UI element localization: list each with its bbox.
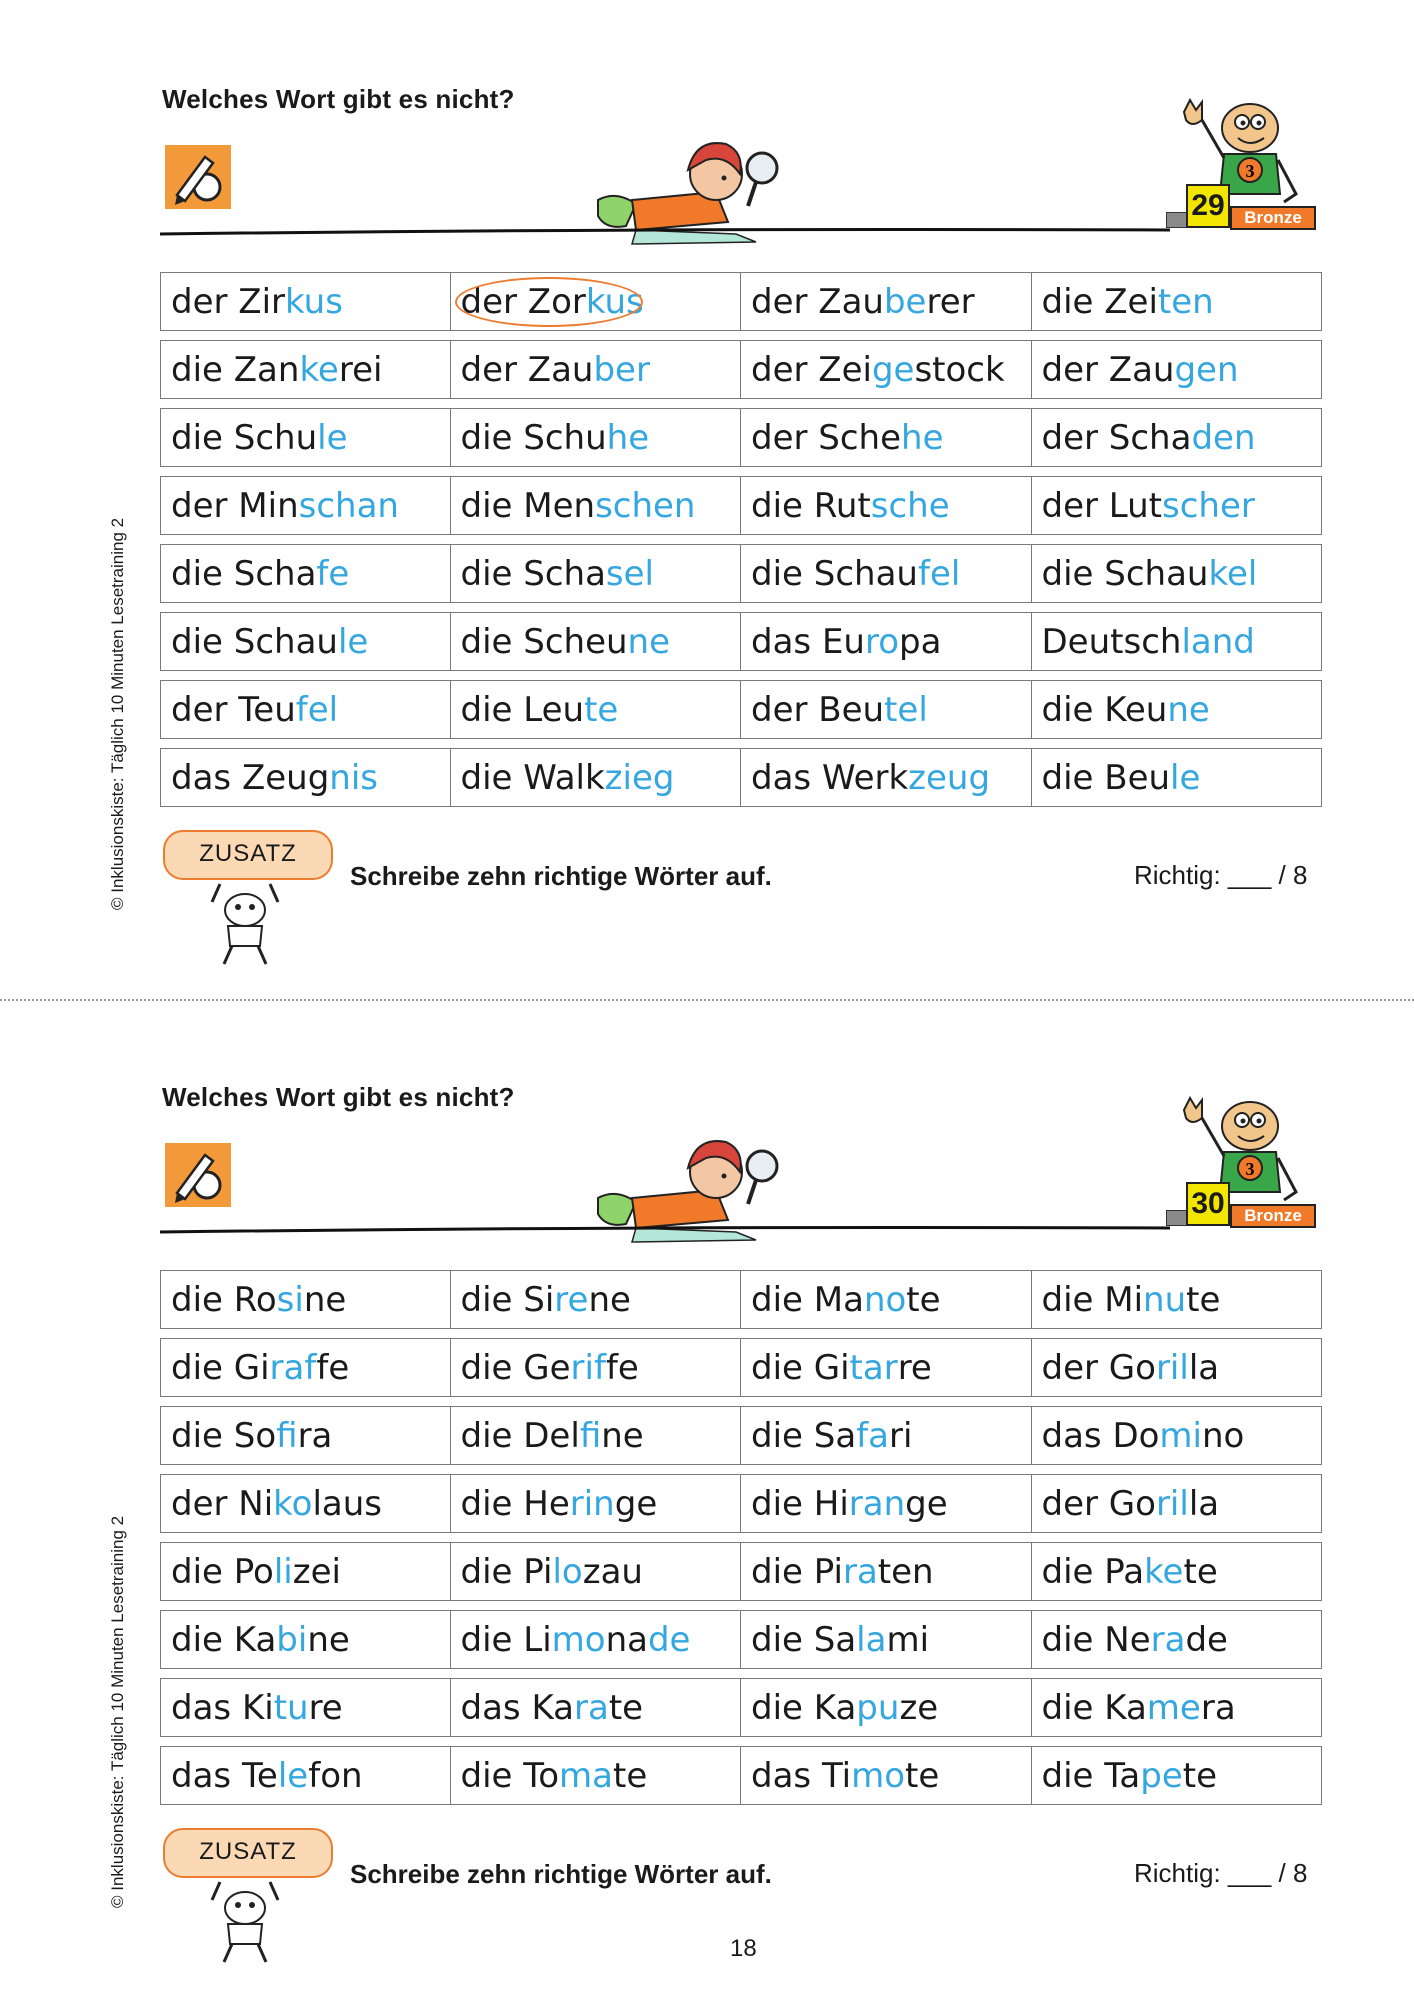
- word-syllable-highlight: la: [856, 1619, 887, 1660]
- word-syllable-highlight: ra: [842, 1551, 878, 1592]
- word-cell[interactable]: [1032, 272, 1323, 331]
- word-text: die Zan: [171, 349, 300, 390]
- word-cell[interactable]: [451, 1678, 742, 1737]
- word-text: das Ki: [171, 1687, 274, 1728]
- word-cell[interactable]: [160, 1678, 451, 1737]
- word-syllable-highlight: fel: [295, 689, 339, 730]
- word-cell[interactable]: [741, 408, 1032, 467]
- word-cell[interactable]: [1032, 748, 1323, 807]
- word-text: die So: [171, 1415, 277, 1456]
- word-cell[interactable]: [160, 544, 451, 603]
- word-syllable-highlight: fel: [917, 553, 961, 594]
- word-text: die Sa: [751, 1415, 857, 1456]
- word-syllable-highlight: le: [1170, 757, 1201, 798]
- word-cell[interactable]: [741, 748, 1032, 807]
- word-syllable-highlight: le: [317, 417, 348, 458]
- word-text: la: [1188, 1347, 1220, 1388]
- word-text: die To: [460, 1755, 560, 1796]
- word-text: der Zei: [751, 349, 872, 390]
- word-cell[interactable]: [741, 340, 1032, 399]
- word-text: der Zau: [751, 281, 884, 322]
- word-syllable-highlight: schen: [595, 485, 696, 526]
- word-cell[interactable]: [451, 408, 742, 467]
- word-cell[interactable]: [160, 340, 451, 399]
- word-syllable-highlight: ge: [871, 349, 915, 390]
- word-text: rei: [338, 349, 383, 390]
- word-syllable-highlight: ber: [593, 349, 650, 390]
- word-text: die Pi: [460, 1551, 553, 1592]
- word-cell[interactable]: [160, 748, 451, 807]
- word-syllable-highlight: rif: [570, 1347, 606, 1388]
- word-text: ne: [588, 1279, 631, 1320]
- pencil-magnifier-icon: [165, 1143, 231, 1207]
- word-text: das Zeug: [171, 757, 330, 798]
- word-syllable-highlight: ten: [1157, 281, 1214, 322]
- word-text: mi: [886, 1619, 930, 1660]
- word-text: der Sche: [751, 417, 902, 458]
- word-text: die Ge: [460, 1347, 571, 1388]
- word-text: re: [897, 1347, 932, 1388]
- word-syllable-highlight: den: [1191, 417, 1256, 458]
- word-cell[interactable]: [451, 1474, 742, 1533]
- word-text: ge: [905, 1483, 948, 1524]
- word-cell[interactable]: [451, 680, 742, 739]
- word-syllable-highlight: fa: [856, 1415, 889, 1456]
- word-text: die Schau: [1041, 553, 1209, 594]
- exercise-number: 29: [1186, 184, 1230, 228]
- podium-place-mark: 3: [1245, 1159, 1255, 1179]
- word-text: die Li: [460, 1619, 552, 1660]
- word-cell[interactable]: [451, 476, 742, 535]
- word-syllable-highlight: ril: [1155, 1347, 1189, 1388]
- word-cell[interactable]: [451, 1746, 742, 1805]
- word-text: die Scheu: [460, 621, 628, 662]
- word-text: die Hi: [751, 1483, 849, 1524]
- word-text: der Lut: [1041, 485, 1163, 526]
- word-grid: [160, 272, 1322, 807]
- word-text: die Ro: [171, 1279, 277, 1320]
- word-syllable-highlight: sche: [870, 485, 950, 526]
- word-text: zei: [292, 1551, 341, 1592]
- word-cell[interactable]: [741, 1746, 1032, 1805]
- word-text: die Zei: [1041, 281, 1158, 322]
- word-cell[interactable]: [741, 612, 1032, 671]
- word-text: das Ka: [460, 1687, 574, 1728]
- word-grid: [160, 1270, 1322, 1805]
- word-syllable-highlight: ke: [1144, 1551, 1184, 1592]
- level-badge: Bronze: [1230, 1204, 1316, 1228]
- word-cell[interactable]: [1032, 544, 1323, 603]
- word-text: der Go: [1041, 1347, 1156, 1388]
- word-syllable-highlight: re: [554, 1279, 589, 1320]
- zusatz-mascot-illustration: [200, 1878, 290, 1968]
- sheet-title: Welches Wort gibt es nicht?: [162, 84, 515, 114]
- word-cell[interactable]: [160, 1610, 451, 1669]
- word-text: te: [608, 1687, 644, 1728]
- word-syllable-highlight: kus: [285, 281, 343, 322]
- word-syllable-highlight: no: [863, 1279, 907, 1320]
- word-text: der Teu: [171, 689, 296, 730]
- word-syllable-highlight: ke: [299, 349, 339, 390]
- word-text: ne: [303, 1279, 347, 1320]
- word-syllable-highlight: he: [606, 417, 650, 458]
- word-text: die Men: [460, 485, 596, 526]
- word-syllable-highlight: ran: [848, 1483, 906, 1524]
- word-text: zau: [582, 1551, 643, 1592]
- word-cell[interactable]: [160, 1474, 451, 1533]
- task-text: Schreibe zehn richtige Wörter auf.: [350, 1859, 772, 1889]
- word-text: ri: [888, 1415, 913, 1456]
- word-text: rer: [926, 281, 975, 322]
- word-text: die Gi: [751, 1347, 850, 1388]
- word-cell[interactable]: [451, 1542, 742, 1601]
- word-cell[interactable]: [1032, 1270, 1323, 1329]
- word-cell[interactable]: [741, 272, 1032, 331]
- word-syllable-highlight: zieg: [604, 757, 675, 798]
- word-syllable-highlight: te: [584, 689, 619, 730]
- word-text: die Mi: [1041, 1279, 1144, 1320]
- word-syllable-highlight: bi: [276, 1619, 308, 1660]
- word-cell[interactable]: [1032, 408, 1323, 467]
- word-text: te: [1186, 1279, 1221, 1320]
- word-text: die Schu: [460, 417, 607, 458]
- word-text: te: [613, 1755, 648, 1796]
- word-text: fe: [316, 1347, 350, 1388]
- word-cell[interactable]: [741, 1542, 1032, 1601]
- word-cell[interactable]: [1032, 1406, 1323, 1465]
- word-cell[interactable]: [160, 1338, 451, 1397]
- word-text: die Leu: [460, 689, 585, 730]
- word-text: der Zir: [171, 281, 286, 322]
- word-syllable-highlight: mo: [851, 1755, 906, 1796]
- word-syllable-highlight: ra: [573, 1687, 609, 1728]
- word-cell[interactable]: [1032, 1338, 1323, 1397]
- word-text: die Keu: [1041, 689, 1168, 730]
- score-field[interactable]: Richtig: ___ / 8: [1134, 1858, 1308, 1888]
- word-cell[interactable]: [160, 1542, 451, 1601]
- word-cell[interactable]: [1032, 1746, 1323, 1805]
- word-text: ten: [877, 1551, 934, 1592]
- word-syllable-highlight: he: [901, 417, 944, 458]
- word-syllable-highlight: le: [277, 1755, 309, 1796]
- word-cell[interactable]: [160, 1270, 451, 1329]
- word-text: te: [1183, 1551, 1218, 1592]
- word-cell[interactable]: [451, 340, 742, 399]
- word-text: die Pa: [1041, 1551, 1145, 1592]
- score-field[interactable]: Richtig: ___ / 8: [1134, 860, 1308, 890]
- word-text: die Del: [460, 1415, 580, 1456]
- word-cell[interactable]: [160, 1406, 451, 1465]
- word-syllable-highlight: fi: [276, 1415, 298, 1456]
- word-syllable-highlight: nis: [329, 757, 378, 798]
- word-text: die Pi: [751, 1551, 843, 1592]
- word-text: die Si: [460, 1279, 555, 1320]
- word-cell[interactable]: [160, 272, 451, 331]
- word-syllable-highlight: ril: [1155, 1483, 1189, 1524]
- word-cell[interactable]: [741, 1338, 1032, 1397]
- word-cell[interactable]: [741, 1270, 1032, 1329]
- word-text: te: [906, 1279, 941, 1320]
- word-text: der Go: [1041, 1483, 1156, 1524]
- word-cell[interactable]: [741, 680, 1032, 739]
- word-text: ra: [1200, 1687, 1236, 1728]
- word-text: re: [308, 1687, 343, 1728]
- podium-place-mark: 3: [1245, 161, 1255, 181]
- word-cell[interactable]: [451, 748, 742, 807]
- word-text: no: [1202, 1415, 1245, 1456]
- copyright-note: © Inklusionskiste: Täglich 10 Minuten Lesetraining 2: [108, 517, 127, 910]
- word-syllable-highlight: ne: [627, 621, 671, 662]
- word-cell[interactable]: [1032, 1610, 1323, 1669]
- word-text: te: [1182, 1755, 1217, 1796]
- word-cell[interactable]: [1032, 1542, 1323, 1601]
- word-syllable-highlight: ro: [864, 621, 900, 662]
- word-text: das Te: [171, 1755, 278, 1796]
- word-cell[interactable]: [451, 612, 742, 671]
- exercise-number: 30: [1186, 1182, 1230, 1226]
- podium-step: [1166, 1210, 1188, 1226]
- word-text: das Werk: [751, 757, 909, 798]
- word-cell[interactable]: [451, 1610, 742, 1669]
- word-text: die Ma: [751, 1279, 864, 1320]
- word-text: die Schu: [171, 417, 318, 458]
- word-text: ge: [614, 1483, 658, 1524]
- word-syllable-highlight: ra: [1150, 1619, 1186, 1660]
- word-cell[interactable]: [741, 1678, 1032, 1737]
- word-text: der Zor: [460, 281, 586, 322]
- word-syllable-highlight: gen: [1174, 349, 1239, 390]
- word-syllable-highlight: ma: [559, 1755, 614, 1796]
- word-syllable-highlight: mi: [1159, 1415, 1202, 1456]
- podium-step: [1166, 212, 1188, 228]
- word-cell[interactable]: [1032, 340, 1323, 399]
- exercise-sheet-30: [0, 998, 1414, 1998]
- word-text: der Min: [171, 485, 299, 526]
- word-cell[interactable]: [160, 476, 451, 535]
- word-syllable-highlight: nu: [1143, 1279, 1187, 1320]
- word-cell[interactable]: [451, 544, 742, 603]
- zusatz-badge: ZUSATZ: [163, 1828, 333, 1878]
- word-syllable-highlight: sel: [605, 553, 654, 594]
- word-text: der Ni: [171, 1483, 274, 1524]
- word-syllable-highlight: zeug: [908, 757, 991, 798]
- word-text: die Walk: [460, 757, 605, 798]
- word-cell[interactable]: [160, 408, 451, 467]
- word-syllable-highlight: mo: [551, 1619, 606, 1660]
- word-syllable-highlight: land: [1181, 621, 1255, 662]
- word-text: die Beu: [1041, 757, 1171, 798]
- word-text: das Ti: [751, 1755, 852, 1796]
- word-syllable-highlight: rin: [569, 1483, 615, 1524]
- zusatz-mascot-illustration: [200, 880, 290, 970]
- page-number: 18: [730, 1935, 757, 1962]
- word-text: ze: [899, 1687, 939, 1728]
- word-syllable-highlight: fe: [316, 553, 350, 594]
- word-cell[interactable]: [451, 272, 742, 331]
- zusatz-badge: ZUSATZ: [163, 830, 333, 880]
- word-text: ra: [297, 1415, 333, 1456]
- word-text: Deutsch: [1041, 621, 1182, 662]
- word-text: der Zau: [1041, 349, 1175, 390]
- word-text: stock: [914, 349, 1005, 390]
- word-text: das Eu: [751, 621, 865, 662]
- word-text: die Gi: [171, 1347, 270, 1388]
- word-cell[interactable]: [1032, 476, 1323, 535]
- word-cell[interactable]: [741, 476, 1032, 535]
- word-syllable-highlight: pe: [1140, 1755, 1183, 1796]
- copyright-note: © Inklusionskiste: Täglich 10 Minuten Lesetraining 2: [108, 1515, 127, 1908]
- word-cell[interactable]: [160, 612, 451, 671]
- word-cell[interactable]: [451, 1270, 742, 1329]
- word-cell[interactable]: [741, 1406, 1032, 1465]
- word-text: fon: [308, 1755, 363, 1796]
- header-rule: [160, 1224, 1170, 1236]
- word-syllable-highlight: me: [1146, 1687, 1201, 1728]
- word-text: die Schau: [171, 621, 338, 662]
- word-syllable-highlight: le: [337, 621, 369, 662]
- word-syllable-highlight: li: [273, 1551, 293, 1592]
- word-syllable-highlight: tu: [273, 1687, 309, 1728]
- word-syllable-highlight: be: [883, 281, 927, 322]
- sheet-title: Welches Wort gibt es nicht?: [162, 1082, 515, 1112]
- word-cell[interactable]: [1032, 680, 1323, 739]
- word-text: die Ka: [171, 1619, 277, 1660]
- pencil-magnifier-icon: [165, 145, 231, 209]
- word-syllable-highlight: ne: [1167, 689, 1210, 730]
- word-text: laus: [312, 1483, 382, 1524]
- word-text: die He: [460, 1483, 570, 1524]
- word-cell[interactable]: [1032, 612, 1323, 671]
- word-syllable-highlight: tar: [849, 1347, 898, 1388]
- word-text: die Ne: [1041, 1619, 1151, 1660]
- word-cell[interactable]: [1032, 1474, 1323, 1533]
- word-syllable-highlight: lo: [552, 1551, 583, 1592]
- word-syllable-highlight: raf: [269, 1347, 317, 1388]
- word-cell[interactable]: [741, 1474, 1032, 1533]
- word-text: la: [1188, 1483, 1220, 1524]
- task-text: Schreibe zehn richtige Wörter auf.: [350, 861, 772, 891]
- word-syllable-highlight: kel: [1208, 553, 1258, 594]
- word-syllable-highlight: scher: [1162, 485, 1255, 526]
- word-syllable-highlight: fi: [579, 1415, 602, 1456]
- word-cell[interactable]: [160, 680, 451, 739]
- word-text: der Beu: [751, 689, 885, 730]
- word-syllable-highlight: pu: [856, 1687, 900, 1728]
- word-text: die Sa: [751, 1619, 857, 1660]
- word-text: die Po: [171, 1551, 274, 1592]
- level-badge: Bronze: [1230, 206, 1316, 230]
- word-text: die Schau: [751, 553, 918, 594]
- word-cell[interactable]: [741, 1610, 1032, 1669]
- word-text: te: [905, 1755, 940, 1796]
- word-text: der Zau: [460, 349, 594, 390]
- word-text: die Scha: [460, 553, 606, 594]
- word-text: der Scha: [1041, 417, 1192, 458]
- word-text: die Ta: [1041, 1755, 1141, 1796]
- word-text: die Ka: [1041, 1687, 1147, 1728]
- word-syllable-highlight: tel: [884, 689, 928, 730]
- word-syllable-highlight: schan: [298, 485, 399, 526]
- header-rule: [160, 226, 1170, 238]
- word-text: na: [605, 1619, 648, 1660]
- word-syllable-highlight: si: [276, 1279, 304, 1320]
- word-cell[interactable]: [741, 544, 1032, 603]
- word-text: die Ka: [751, 1687, 857, 1728]
- word-cell[interactable]: [451, 1406, 742, 1465]
- word-text: de: [1185, 1619, 1228, 1660]
- word-text: die Rut: [751, 485, 871, 526]
- word-syllable-highlight: de: [647, 1619, 691, 1660]
- word-cell[interactable]: [451, 1338, 742, 1397]
- word-syllable-highlight: kus: [585, 281, 644, 322]
- word-text: pa: [899, 621, 942, 662]
- word-cell[interactable]: [1032, 1678, 1323, 1737]
- word-syllable-highlight: ko: [273, 1483, 313, 1524]
- word-text: ne: [307, 1619, 350, 1660]
- word-text: die Scha: [171, 553, 317, 594]
- word-text: ne: [601, 1415, 644, 1456]
- word-cell[interactable]: [160, 1746, 451, 1805]
- word-text: das Do: [1041, 1415, 1160, 1456]
- word-text: fe: [605, 1347, 639, 1388]
